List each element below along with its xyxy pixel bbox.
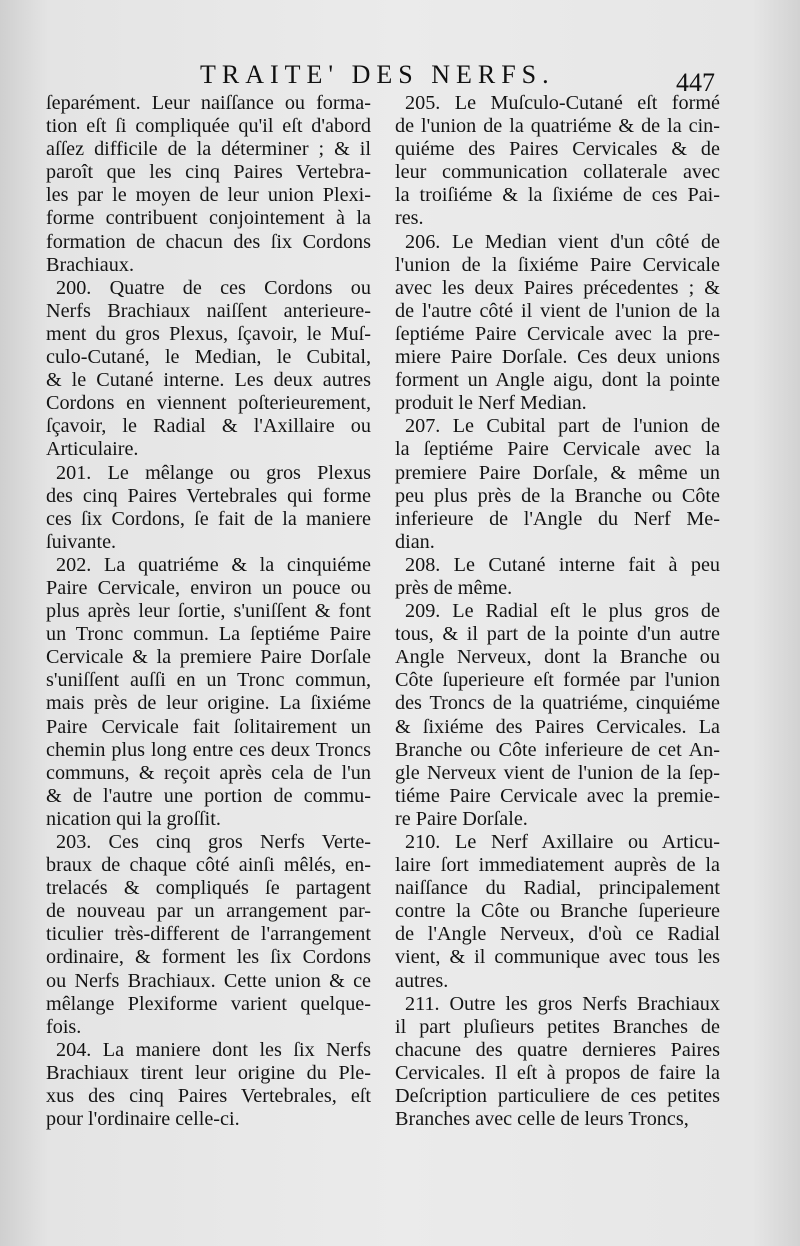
text-line: peu plus près de la Branche ou Côte bbox=[395, 484, 720, 507]
text-line: ticulier très-different de l'arrangement bbox=[46, 923, 371, 946]
text-line: Cordons en viennent poſterieurement, bbox=[46, 392, 371, 415]
text-line: 210. Le Nerf Axillaire ou Articu- bbox=[405, 831, 720, 853]
text-line: chacune des quatre dernieres Paires bbox=[395, 1038, 720, 1061]
text-line: 211. Outre les gros Nerfs Brachiaux bbox=[405, 992, 720, 1015]
text-line: près de même. bbox=[395, 576, 513, 599]
text-line: produit le Nerf Median. bbox=[395, 392, 587, 415]
right-text-column bbox=[395, 92, 720, 1131]
text-line: 204. La maniere dont les ſix Nerfs bbox=[56, 1038, 371, 1061]
text-line: chemin plus long entre ces deux Troncs bbox=[46, 738, 371, 761]
text-line: naiſſance du Radial, principalement bbox=[395, 877, 720, 900]
text-line: Paire Cervicale fait ſolitairement un bbox=[46, 715, 371, 738]
text-line: vient, & il communique avec tous les bbox=[395, 946, 720, 969]
page-number: 447 bbox=[676, 68, 715, 97]
text-line: contre la Côte ou Branche ſuperieure bbox=[395, 900, 720, 923]
text-line: ment du gros Plexus, ſçavoir, le Muſ- bbox=[46, 322, 371, 345]
text-line: un Tronc commun. La ſeptiéme Paire bbox=[46, 623, 371, 646]
text-line: tiéme Paire Cervicale avec la premie- bbox=[395, 784, 720, 807]
text-line: miere Paire Dorſale. Ces deux unions bbox=[395, 346, 720, 369]
text-line: ces ſix Cordons, ſe fait de la maniere bbox=[46, 507, 371, 530]
text-line: dian. bbox=[395, 530, 435, 553]
text-line: Cervicales. Il eſt à propos de faire la bbox=[395, 1061, 720, 1084]
text-line: Nerfs Brachiaux naiſſent anterieure- bbox=[46, 299, 371, 322]
text-line: Articulaire. bbox=[46, 438, 139, 461]
text-line: mêlange Plexiforme varient quelque- bbox=[46, 992, 371, 1015]
text-line: & de l'autre une portion de commu- bbox=[46, 784, 371, 807]
text-line: de l'Angle Nerveux, d'où ce Radial bbox=[395, 923, 720, 946]
text-line: 207. Le Cubital part de l'union de bbox=[405, 415, 720, 438]
text-line: braux de chaque côté ainſi mêlés, en- bbox=[46, 854, 371, 877]
text-line: pour l'ordinaire celle-ci. bbox=[46, 1108, 240, 1131]
text-line: 209. Le Radial eſt le plus gros de bbox=[405, 600, 720, 623]
text-line: avec les deux Paires précedentes ; & bbox=[395, 276, 720, 299]
text-line: ou Nerfs Brachiaux. Cette union & ce bbox=[46, 969, 371, 992]
text-line: la ſeptiéme Paire Cervicale avec la bbox=[395, 438, 720, 461]
text-line: trelacés & compliqués ſe partagent bbox=[46, 877, 371, 900]
text-line: xus des cinq Paires Vertebrales, eſt bbox=[46, 1085, 371, 1108]
text-line: inferieure de l'Angle du Nerf Me- bbox=[395, 507, 720, 530]
left-text-column bbox=[46, 92, 371, 1131]
text-line: s'uniſſent auſſi en un Tronc commun, bbox=[46, 669, 371, 692]
text-line: Branche ou Côte inferieure de cet An- bbox=[395, 738, 720, 761]
text-line: aſſez difficile de la déterminer ; & il bbox=[46, 138, 371, 161]
text-line: re Paire Dorſale. bbox=[395, 807, 528, 830]
text-line: tion eſt ſi compliquée qu'il eſt d'abord bbox=[46, 115, 371, 138]
text-line: res. bbox=[395, 207, 424, 230]
text-line: premiere Paire Dorſale, & même un bbox=[395, 461, 720, 484]
text-line: 201. Le mêlange ou gros Plexus bbox=[56, 461, 371, 484]
text-line: leur communication collaterale avec bbox=[395, 161, 720, 184]
text-line: Deſcription particuliere de ces petites bbox=[395, 1085, 720, 1108]
text-line: communs, & reçoit après cela de l'un bbox=[46, 761, 371, 784]
text-line: ſçavoir, le Radial & l'Axillaire ou bbox=[46, 415, 371, 438]
text-line: gle Nerveux vient de l'union de la ſep- bbox=[395, 761, 720, 784]
text-line: ſeptiéme Paire Cervicale avec la pre- bbox=[395, 322, 720, 345]
text-line: Côte ſuperieure eſt formée par l'union bbox=[395, 669, 720, 692]
text-line: 206. Le Median vient d'un côté de bbox=[405, 230, 720, 253]
text-line: laire ſort immediatement auprès de la bbox=[395, 854, 720, 877]
text-line: l'union de la ſixiéme Paire Cervicale bbox=[395, 253, 720, 276]
text-line: 203. Ces cinq gros Nerfs Verte- bbox=[56, 831, 371, 853]
text-line: de l'union de la quatriéme & de la cin- bbox=[395, 115, 720, 138]
text-line: de l'autre côté il vient de l'union de la bbox=[395, 299, 720, 322]
text-line: plus après leur ſortie, s'uniſſent & font bbox=[46, 600, 371, 623]
text-line: forme contribuent conjointement à la bbox=[46, 207, 371, 230]
text-line: 208. Le Cutané interne fait à peu bbox=[405, 553, 720, 576]
text-line: ordinaire, & forment les ſix Cordons bbox=[46, 946, 371, 969]
text-line: culo-Cutané, le Median, le Cubital, bbox=[46, 346, 371, 369]
text-line: forment un Angle aigu, dont la pointe bbox=[395, 369, 720, 392]
text-line: & ſixiéme des Paires Cervicales. La bbox=[395, 715, 720, 738]
text-line: 200. Quatre de ces Cordons ou bbox=[56, 276, 371, 299]
text-line: il part pluſieurs petites Branches de bbox=[395, 1015, 720, 1038]
text-line: ſeparément. Leur naiſſance ou forma- bbox=[46, 92, 371, 114]
text-line: des Troncs de la quatriéme, cinquiéme bbox=[395, 692, 720, 715]
text-line: la troiſiéme & la ſixiéme de ces Pai- bbox=[395, 184, 720, 207]
text-line: Cervicale & la premiere Paire Dorſale bbox=[46, 646, 371, 669]
text-line: paroît que les cinq Paires Vertebra- bbox=[46, 161, 371, 184]
text-line: ſuivante. bbox=[46, 530, 117, 553]
text-line: Branches avec celle de leurs Troncs, bbox=[395, 1108, 689, 1131]
text-line: tous, & il part de la pointe d'un autre bbox=[395, 623, 720, 646]
running-title: TRAITE' DES NERFS. bbox=[200, 60, 555, 89]
text-line: formation de chacun des ſix Cordons bbox=[46, 230, 371, 253]
text-line: 202. La quatriéme & la cinquiéme bbox=[56, 553, 371, 576]
text-line: quiéme des Paires Cervicales & de bbox=[395, 138, 720, 161]
text-line: autres. bbox=[395, 969, 449, 992]
text-line: fois. bbox=[46, 1015, 82, 1038]
text-line: des cinq Paires Vertebrales qui forme bbox=[46, 484, 371, 507]
text-line: Paire Cervicale, environ un pouce ou bbox=[46, 576, 371, 599]
text-line: mais près de leur origine. La ſixiéme bbox=[46, 692, 371, 715]
text-line: de nouveau par un arrangement par- bbox=[46, 900, 371, 923]
text-line: & le Cutané interne. Les deux autres bbox=[46, 369, 371, 392]
text-line: Brachiaux. bbox=[46, 253, 135, 276]
text-line: Brachiaux tirent leur origine du Ple- bbox=[46, 1061, 371, 1084]
text-line: les par le moyen de leur union Plexi- bbox=[46, 184, 371, 207]
text-line: 205. Le Muſculo-Cutané eſt formé bbox=[405, 92, 720, 114]
text-line: Angle Nerveux, dont la Branche ou bbox=[395, 646, 720, 669]
text-line: nication qui la groſſit. bbox=[46, 807, 221, 830]
